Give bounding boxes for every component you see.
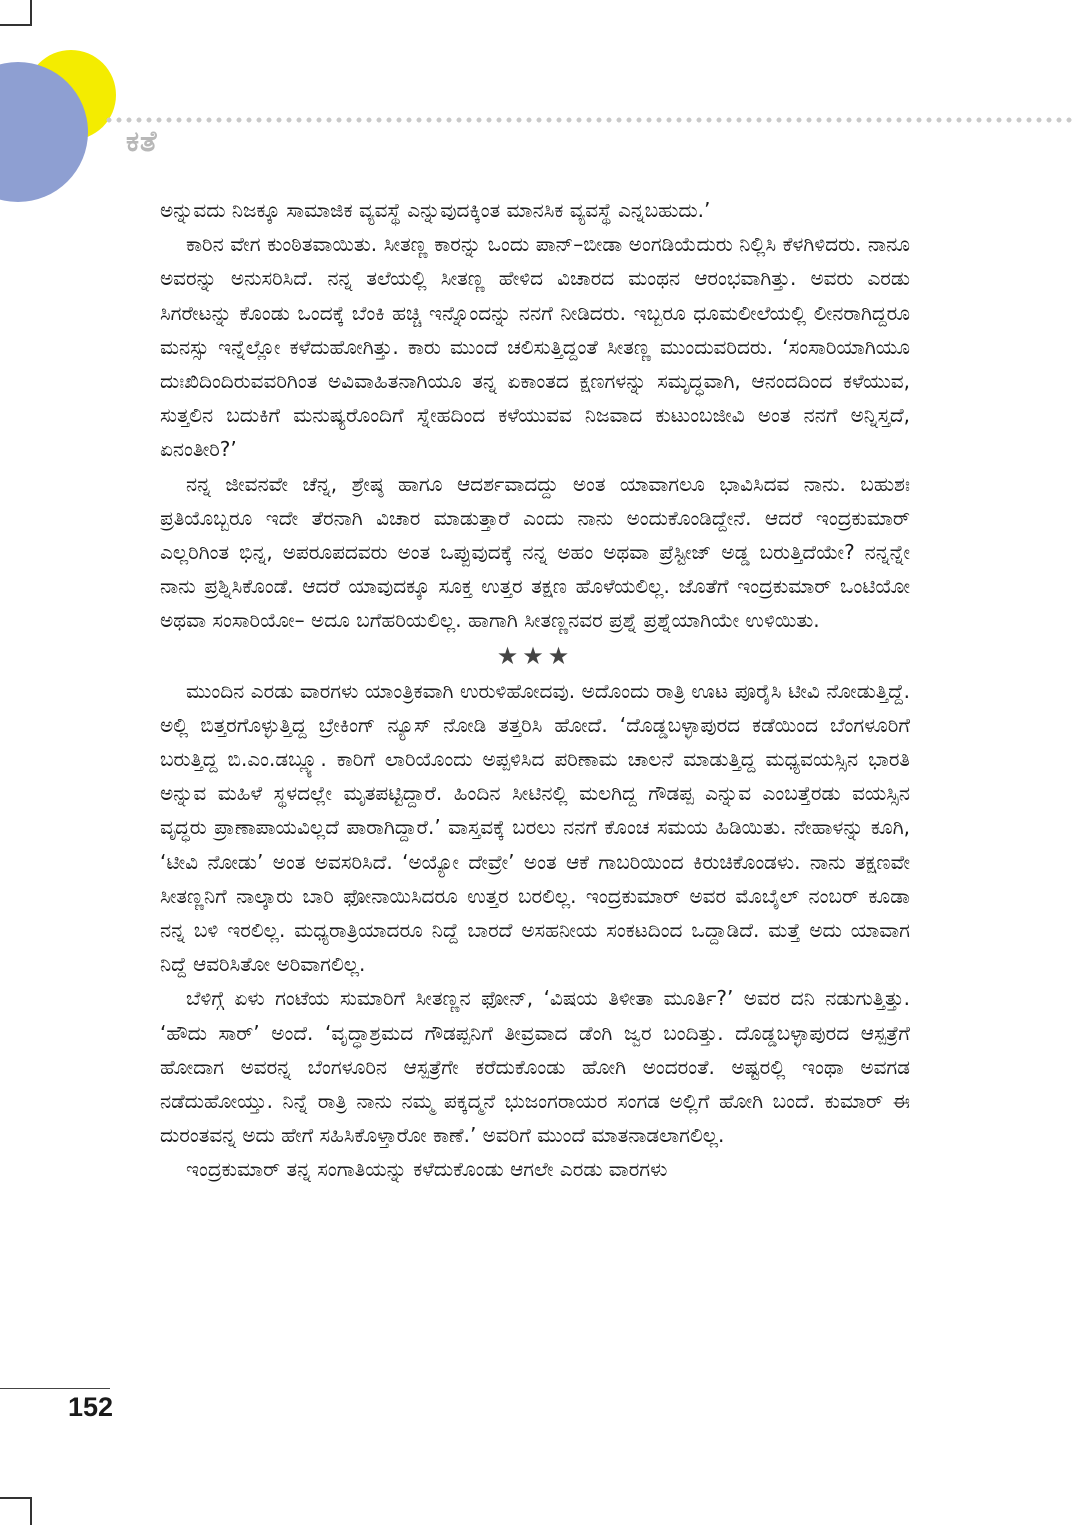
page-number: 152 bbox=[68, 1392, 114, 1422]
section-label: ಕತೆ bbox=[126, 124, 158, 158]
body-text bbox=[160, 193, 910, 1187]
paragraph: ನನ್ನ ಜೀವನವೇ ಚೆನ್ನ, ಶ್ರೇಷ್ಠ ಹಾಗೂ ಆದರ್ಶವಾದದ್ದು ಅಂತ ಯಾವಾಗಲೂ ಭಾವಿಸಿದವ ನಾನು. ಬಹುಶಃ ಪ್ರತಿಯೊಬ್ಬರೂ ಇದೇ ತೆರನಾಗಿ ವಿಚಾರ ಮಾಡುತ್ತಾರೆ ಎಂದು ನಾನು ಅಂದುಕೊಂಡಿದ್ದೇನೆ. ಆದರೆ ಇಂದ್ರಕುಮಾರ್ ಎಲ್ಲರಿಗಿಂತ ಭಿನ್ನ, ಅಪರೂಪದವರು ಅಂತ ಒಪ್ಪುವುದಕ್ಕೆ ನನ್ನ ಅಹಂ ಅಥವಾ ಪ್ರೆಸ್ಟೀಜ್ ಅಡ್ಡ ಬರುತ್ತಿದೆಯೇ? ನನ್ನನ್ನೇ ನಾನು ಪ್ರಶ್ನಿಸಿಕೊಂಡೆ. ಆದರೆ ಯಾವುದಕ್ಕೂ ಸೂಕ್ತ ಉತ್ತರ ತಕ್ಷಣ ಹೊಳೆಯಲಿಲ್ಲ. ಜೊತೆಗೆ ಇಂದ್ರಕುಮಾರ್ ಒಂಟಿಯೋ ಅಥವಾ ಸಂಸಾರಿಯೋ– ಅದೂ ಬಗೆಹರಿಯಲಿಲ್ಲ. ಹಾಗಾಗಿ ಸೀತಣ್ಣನವರ ಪ್ರಶ್ನೆ ಪ್ರಶ್ನೆಯಾಗಿಯೇ ಉಳಿಯಿತು. bbox=[160, 471, 910, 633]
paragraph: ಅನ್ನುವದು ನಿಜಕ್ಕೂ ಸಾಮಾಜಿಕ ವ್ಯವಸ್ಥೆ ಎನ್ನುವುದಕ್ಕಿಂತ ಮಾನಸಿಕ ವ್ಯವಸ್ಥೆ ಎನ್ನಬಹುದು.’ bbox=[160, 198, 711, 222]
crop-mark-bottom bbox=[0, 1497, 32, 1525]
section-separator: ★★★ bbox=[496, 641, 574, 670]
crop-mark-top bbox=[0, 0, 32, 26]
paragraph: ಕಾರಿನ ವೇಗ ಕುಂಠಿತವಾಯಿತು. ಸೀತಣ್ಣ ಕಾರನ್ನು ಒಂದು ಪಾನ್–ಬೀಡಾ ಅಂಗಡಿಯೆದುರು ನಿಲ್ಲಿಸಿ ಕೆಳಗಿಳಿದರು. ನಾನೂ ಅವರನ್ನು ಅನುಸರಿಸಿದೆ. ನನ್ನ ತಲೆಯಲ್ಲಿ ಸೀತಣ್ಣ ಹೇಳಿದ ವಿಚಾರದ ಮಂಥನ ಆರಂಭವಾಗಿತ್ತು. ಅವರು ಎರಡು ಸಿಗರೇಟನ್ನು ಕೊಂಡು ಒಂದಕ್ಕೆ ಬೆಂಕಿ ಹಚ್ಚಿ ಇನ್ನೊಂದನ್ನು ನನಗೆ ನೀಡಿದರು. ಇಬ್ಬರೂ ಧೂಮಲೀಲೆಯಲ್ಲಿ ಲೀನರಾಗಿದ್ದರೂ ಮನಸ್ಸು ಇನ್ನೆಲ್ಲೋ ಕಳೆದುಹೋಗಿತ್ತು. ಕಾರು ಮುಂದೆ ಚಲಿಸುತ್ತಿದ್ದಂತೆ ಸೀತಣ್ಣ ಮುಂದುವರಿದರು. ‘ಸಂಸಾರಿಯಾಗಿಯೂ ದುಃಖಿದಿಂದಿರುವವರಿಗಿಂತ ಅವಿವಾಹಿತನಾಗಿಯೂ ತನ್ನ ಏಕಾಂತದ ಕ್ಷಣಗಳನ್ನು ಸಮೃದ್ಧವಾಗಿ, ಆನಂದದಿಂದ ಕಳೆಯುವ, ಸುತ್ತಲಿನ ಬದುಕಿಗೆ ಮನುಷ್ಯರೊಂದಿಗೆ ಸ್ನೇಹದಿಂದ ಕಳೆಯುವವ ನಿಜವಾದ ಕುಟುಂಬಜೀವಿ ಅಂತ ನನಗೆ ಅನ್ನಿಸ್ತದೆ, ಏನಂತೀರಿ?’ bbox=[160, 232, 910, 462]
paragraph: ಮುಂದಿನ ಎರಡು ವಾರಗಳು ಯಾಂತ್ರಿಕವಾಗಿ ಉರುಳಿಹೋದವು. ಅದೊಂದು ರಾತ್ರಿ ಊಟ ಪೂರೈಸಿ ಟೀವಿ ನೋಡುತ್ತಿದ್ದೆ. ಅಲ್ಲಿ ಬಿತ್ತರಗೊಳ್ಳುತ್ತಿದ್ದ ಬ್ರೇಕಿಂಗ್ ನ್ಯೂಸ್ ನೋಡಿ ತತ್ತರಿಸಿ ಹೋದೆ. ‘ದೊಡ್ಡಬಳ್ಳಾಪುರದ ಕಡೆಯಿಂದ ಬೆಂಗಳೂರಿಗೆ ಬರುತ್ತಿದ್ದ ಬಿ.ಎಂ.ಡಬ್ಲ್ಯೂ. ಕಾರಿಗೆ ಲಾರಿಯೊಂದು ಅಪ್ಪಳಿಸಿದ ಪರಿಣಾಮ ಚಾಲನೆ ಮಾಡುತ್ತಿದ್ದ ಮಧ್ಯವಯಸ್ಸಿನ ಭಾರತಿ ಅನ್ನುವ ಮಹಿಳೆ ಸ್ಥಳದಲ್ಲೇ ಮೃತಪಟ್ಟಿದ್ದಾರೆ. ಹಿಂದಿನ ಸೀಟಿನಲ್ಲಿ ಮಲಗಿದ್ದ ಗೌಡಪ್ಪ ಎನ್ನುವ ಎಂಬತ್ತೆರಡು ವಯಸ್ಸಿನ ವೃದ್ಧರು ಪ್ರಾಣಾಪಾಯವಿಲ್ಲದೆ ಪಾರಾಗಿದ್ದಾರೆ.’ ವಾಸ್ತವಕ್ಕೆ ಬರಲು ನನಗೆ ಕೊಂಚ ಸಮಯ ಹಿಡಿಯಿತು. ನೇಹಾಳನ್ನು ಕೂಗಿ, ‘ಟೀವಿ ನೋಡು’ ಅಂತ ಅವಸರಿಸಿದೆ. ‘ಅಯ್ಯೋ ದೇವ್ರೇ’ ಅಂತ ಆಕೆ ಗಾಬರಿಯಿಂದ ಕಿರುಚಿಕೊಂಡಳು. ನಾನು ತಕ್ಷಣವೇ ಸೀತಣ್ಣನಿಗೆ ನಾಲ್ಕಾರು ಬಾರಿ ಫೋನಾಯಿಸಿದರೂ ಉತ್ತರ ಬರಲಿಲ್ಲ. ಇಂದ್ರಕುಮಾರ್ ಅವರ ಮೊಬೈಲ್ ನಂಬರ್ ಕೂಡಾ ನನ್ನ ಬಳಿ ಇರಲಿಲ್ಲ. ಮಧ್ಯರಾತ್ರಿಯಾದರೂ ನಿದ್ದೆ ಬಾರದೆ ಅಸಹನೀಯ ಸಂಕಟದಿಂದ ಒದ್ದಾಡಿದೆ. ಮತ್ತೆ ಅದು ಯಾವಾಗ ನಿದ್ದೆ ಆವರಿಸಿತೋ ಅರಿವಾಗಲಿಲ್ಲ. bbox=[160, 678, 910, 977]
dotted-header-rule bbox=[104, 116, 1072, 124]
paragraph: ಬೆಳಿಗ್ಗೆ ಏಳು ಗಂಟೆಯ ಸುಮಾರಿಗೆ ಸೀತಣ್ಣನ ಫೋನ್, ‘ವಿಷಯ ತಿಳೀತಾ ಮೂರ್ತಿ?’ ಅವರ ದನಿ ನಡುಗುತ್ತಿತ್ತು. ‘ಹೌದು ಸಾರ್’ ಅಂದೆ. ‘ವೃದ್ಧಾಶ್ರಮದ ಗೌಡಪ್ಪನಿಗೆ ತೀವ್ರವಾದ ಡೆಂಗಿ ಜ್ವರ ಬಂದಿತ್ತು. ದೊಡ್ಡಬಳ್ಳಾಪುರದ ಆಸ್ಪತ್ರೆಗೆ ಹೋದಾಗ ಅವರನ್ನ ಬೆಂಗಳೂರಿನ ಆಸ್ಪತ್ರೆಗೇ ಕರೆದುಕೊಂಡು ಹೋಗಿ ಅಂದರಂತೆ. ಅಷ್ಟರಲ್ಲಿ ಇಂಥಾ ಅವಗಡ ನಡೆದುಹೋಯ್ತು. ನಿನ್ನೆ ರಾತ್ರಿ ನಾನು ನಮ್ಮ ಪಕ್ಕದ್ಮನೆ ಭುಜಂಗರಾಯರ ಸಂಗಡ ಅಲ್ಲಿಗೆ ಹೋಗಿ ಬಂದೆ. ಕುಮಾರ್ ಈ ದುರಂತವನ್ನ ಅದು ಹೇಗೆ ಸಹಿಸಿಕೊಳ್ತಾರೋ ಕಾಣೆ.’ ಅವರಿಗೆ ಮುಂದೆ ಮಾತನಾಡಲಾಗಲಿಲ್ಲ. bbox=[160, 986, 910, 1148]
footer-rule bbox=[0, 1388, 110, 1389]
paragraph: ಇಂದ್ರಕುಮಾರ್ ತನ್ನ ಸಂಗಾತಿಯನ್ನು ಕಳೆದುಕೊಂಡು ಆಗಲೇ ಎರಡು ವಾರಗಳು bbox=[186, 1157, 668, 1182]
